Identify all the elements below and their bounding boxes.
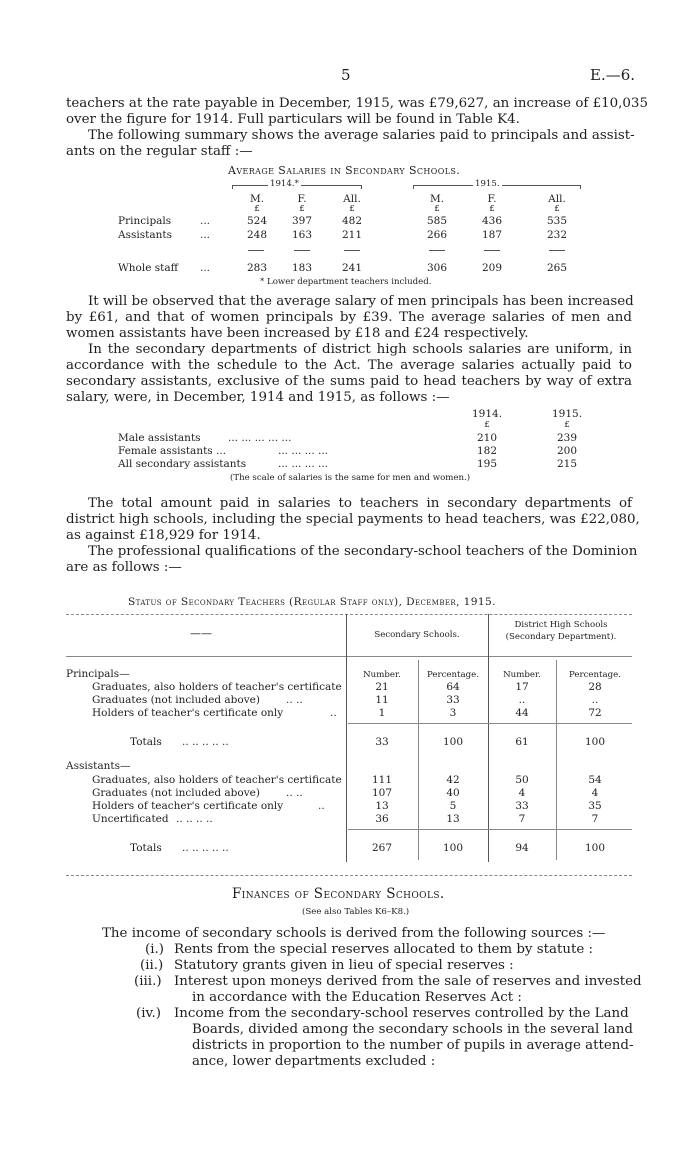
table-cell: 182 [476,445,498,457]
row-label-whole-staff: Whole staff [118,262,179,274]
paragraph-district-high-schools [66,342,632,406]
table-cell: 3 [449,707,457,719]
col-head: All. [548,193,566,205]
leader-dots: ... [200,215,211,227]
section-heading-principals: Principals— [66,668,130,680]
group-head-district-high-sub: (Secondary Department). [505,632,617,642]
col-rule [488,614,489,862]
unit-label: £ [434,204,440,214]
dhs-table-note: (The scale of salaries is the same for men and women.) [230,473,471,483]
row-label-totals: Totals [130,842,162,854]
table-top-rule [66,614,632,615]
page-number: 5 [341,66,351,84]
sum-rule [429,250,445,251]
table-cell: 61 [515,736,529,748]
col-head: 1915. [551,408,583,420]
group-head-district-high: District High Schools [514,620,608,630]
table-cell: 239 [556,432,578,444]
paragraph-total-paid [66,496,640,544]
text-line: teachers at the rate payable in December, 1915, was £79,627, an increase of £10,035 [66,96,648,111]
leader-dots: .. .. [286,694,303,706]
text-line: It will be observed that the average salary of men principals has been increased [88,294,634,309]
table-cell: 241 [341,262,363,274]
paragraph-teacher-salaries [66,96,648,160]
table-cell: 266 [426,229,448,241]
table-cell: 100 [584,842,606,854]
year-label: 1915. [475,179,500,189]
table-cell: 265 [546,262,568,274]
text-line: The professional qualifications of the secondary-school teachers of the Dominion [88,544,638,559]
unit-label: £ [484,420,490,430]
sum-rule [549,250,565,251]
table-cell: 36 [375,813,389,825]
table-cell: 107 [371,787,393,799]
list-item-text: Interest upon moneys derived from the sale of reserves and invested [174,974,642,989]
paragraph-salary-increase [66,294,632,342]
row-label: Graduates, also holders of teacher's certificate [92,681,342,693]
unit-label: £ [254,204,260,214]
subhead: Percentage. [427,670,479,680]
leader-dots: .. .. .. .. [176,813,213,825]
list-item-text: Income from the secondary-school reserves controlled by the Land [174,1006,629,1021]
table-cell: 397 [291,215,313,227]
salary-table-footnote: * Lower department teachers included. [260,277,432,287]
status-table-title: Status of Secondary Teachers (Regular Staff only), December, 1915. [128,596,496,608]
text-line: The income of secondary schools is derived from the following sources :— [102,926,606,941]
table-cell: 33 [515,800,529,812]
table-cell: 200 [556,445,578,457]
row-label: Graduates, also holders of teacher's certificate [92,774,342,786]
table-cell: 33 [375,736,389,748]
row-label: Graduates (not included above) [92,787,260,799]
subhead: Percentage. [569,670,621,680]
table-cell: .. [518,694,526,706]
leader-dots: .. .. .. .. .. [182,842,229,854]
row-label: Female assistants ... [118,445,227,457]
corner-dash: —— [190,627,212,640]
table-cell: 232 [546,229,568,241]
salary-table-title: Average Salaries in Secondary Schools. [228,164,461,177]
table-cell: 111 [371,774,393,786]
row-label-totals: Totals [130,736,162,748]
unit-label: £ [554,204,560,214]
table-cell: 11 [375,694,389,706]
col-head: F. [487,193,497,205]
col-head: M. [249,193,265,205]
list-number: (ii.) [140,958,164,973]
leader-dots: .. [330,707,337,719]
text-line: district high schools, including the special payments to head teachers, was £22,080, [66,512,640,527]
table-cell: .. [591,694,599,706]
finances-intro [102,926,632,942]
subhead: Number. [503,670,541,680]
table-head-rule [66,656,632,657]
table-cell: 35 [588,800,602,812]
list-item-text: Boards, divided among the secondary schools in the several land [192,1022,633,1037]
text-line: are as follows :— [66,560,182,575]
list-item-text: Rents from the special reserves allocated to them by statute : [174,942,594,957]
sum-rule [348,829,632,830]
table-cell: 211 [341,229,363,241]
leader-dots: .. .. .. .. .. [182,736,229,748]
group-head-secondary-schools: Secondary Schools. [374,630,460,640]
table-cell: 42 [446,774,460,786]
leader-dots: ... [200,229,211,241]
list-number: (iii.) [134,974,162,989]
unit-label: £ [349,204,355,214]
table-bottom-rule [66,875,632,876]
document-reference: E.—6. [590,66,636,84]
table-cell: 535 [546,215,568,227]
leader-dots: ... [200,262,211,274]
table-cell: 54 [588,774,602,786]
table-cell: 163 [291,229,313,241]
table-cell: 40 [446,787,460,799]
table-cell: 585 [426,215,448,227]
table-cell: 100 [442,842,464,854]
sum-rule [344,250,360,251]
row-label: Uncertificated [92,813,169,825]
table-cell: 21 [375,681,389,693]
text-line: salary, were, in December, 1914 and 1915, as follows :— [66,390,450,405]
row-label-assistants: Assistants [118,229,172,241]
row-label-principals: Principals [118,215,172,227]
sum-rule [248,250,264,251]
col-head: 1914. [471,408,503,420]
table-cell: 248 [246,229,268,241]
table-cell: 209 [481,262,503,274]
table-cell: 50 [515,774,529,786]
table-cell: 283 [246,262,268,274]
leader-dots: .. .. [286,787,303,799]
col-head: F. [297,193,307,205]
sum-rule [348,723,632,724]
list-item-text: in accordance with the Education Reserves Act : [192,990,522,1005]
table-cell: 4 [518,787,526,799]
table-cell: 7 [518,813,526,825]
finances-see-also: (See also Tables K6–K8.) [302,907,410,917]
table-cell: 267 [371,842,393,854]
text-line: by £61, and that of women principals by £39. The average salaries of men and [66,310,632,325]
table-cell: 17 [515,681,529,693]
table-cell: 436 [481,215,503,227]
col-rule [556,660,557,860]
table-cell: 72 [588,707,602,719]
text-line: accordance with the schedule to the Act. The average salaries actually paid to [66,358,632,373]
table-cell: 44 [515,707,529,719]
text-line: women assistants have been increased by £18 and £24 respectively. [66,326,529,341]
table-cell: 5 [449,800,457,812]
table-cell: 94 [515,842,529,854]
row-label: Holders of teacher's certificate only [92,707,284,719]
table-cell: 13 [446,813,460,825]
list-item-text: Statutory grants given in lieu of special reserves : [174,958,514,973]
table-cell: 210 [476,432,498,444]
sum-rule [484,250,500,251]
table-cell: 100 [584,736,606,748]
text-line: The following summary shows the average salaries paid to principals and assist- [88,128,635,143]
text-line: In the secondary departments of district high schools salaries are uniform, in [88,342,632,357]
table-cell: 28 [588,681,602,693]
unit-label: £ [489,204,495,214]
row-label: Male assistants [118,432,201,444]
table-cell: 100 [442,736,464,748]
table-cell: 187 [481,229,503,241]
list-number: (i.) [145,942,164,957]
leader-dots: .. [318,800,325,812]
unit-label: £ [564,420,570,430]
text-line: The total amount paid in salaries to teachers in secondary departments of [88,496,632,511]
table-cell: 13 [375,800,389,812]
subhead: Number. [363,670,401,680]
section-heading-assistants: Assistants— [66,760,131,772]
table-cell: 195 [476,458,498,470]
row-label: Holders of teacher's certificate only [92,800,284,812]
col-head: M. [429,193,445,205]
table-cell: 64 [446,681,460,693]
text-line: ants on the regular staff :— [66,144,253,159]
year-label: 1914.* [270,179,299,189]
text-line: secondary assistants, exclusive of the sums paid to head teachers by way of extra [66,374,632,389]
leader-dots: ... ... ... ... ... [228,432,292,444]
col-head: All. [343,193,361,205]
row-label: All secondary assistants [118,458,247,470]
table-cell: 1 [378,707,386,719]
sum-rule [294,250,310,251]
paragraph-qualifications [66,544,638,576]
table-cell: 306 [426,262,448,274]
finances-heading: Finances of Secondary Schools. [232,886,445,902]
row-label: Graduates (not included above) [92,694,260,706]
table-cell: 524 [246,215,268,227]
leader-dots: ... ... ... ... [278,458,329,470]
text-line: as against £18,929 for 1914. [66,528,261,543]
text-line: over the figure for 1914. Full particulars will be found in Table K4. [66,112,520,127]
unit-label: £ [299,204,305,214]
table-cell: 183 [291,262,313,274]
list-number: (iv.) [136,1006,161,1021]
table-cell: 482 [341,215,363,227]
leader-dots: ... ... ... ... [278,445,329,457]
list-item-text: ance, lower departments excluded : [192,1054,436,1069]
table-cell: 215 [556,458,578,470]
col-rule [346,614,347,862]
table-cell: 4 [591,787,599,799]
list-item-text: districts in proportion to the number of pupils in average attend- [192,1038,634,1053]
table-cell: 7 [591,813,599,825]
col-rule [418,660,419,860]
table-cell: 33 [446,694,460,706]
